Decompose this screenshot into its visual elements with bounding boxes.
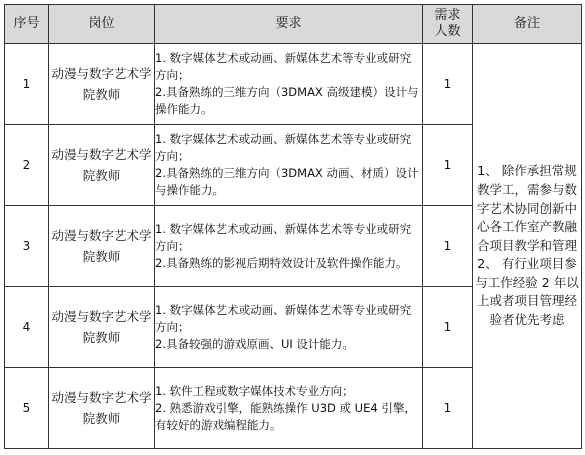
row-index: 2	[5, 125, 49, 206]
header-notes: 备注	[473, 5, 582, 44]
row-position: 动漫与数字艺术学院教师	[49, 206, 155, 287]
row-index: 3	[5, 206, 49, 287]
requirement-line: 2.具备熟练的三维方向（3DMAX 高级建模）设计与操作能力。	[155, 85, 419, 116]
row-requirements	[155, 287, 423, 368]
note-item: 2、 有行业项目参与工作经验 2 年以上或者项目管理经验者优先考虑	[475, 256, 579, 328]
row-position: 动漫与数字艺术学院教师	[49, 44, 155, 125]
row-position: 动漫与数字艺术学院教师	[49, 287, 155, 368]
table-row	[5, 44, 582, 125]
row-headcount: 1	[423, 44, 473, 125]
requirement-line: 1. 数字媒体艺术或动画、新媒体艺术等专业或研究方向；	[155, 51, 412, 82]
requirement-line: 2.具备熟练的三维方向（3DMAX 动画、材质）设计与操作能力。	[155, 166, 419, 197]
header-index: 序号	[5, 5, 49, 44]
requirement-line: 1. 数字媒体艺术或动画、新媒体艺术等专业或研究方向；	[155, 132, 412, 163]
recruitment-table	[4, 4, 582, 449]
row-headcount: 1	[423, 206, 473, 287]
requirement-line: 2.具备较强的游戏原画、UI 设计能力。	[155, 336, 354, 351]
header-position: 岗位	[49, 5, 155, 44]
row-headcount: 1	[423, 125, 473, 206]
row-requirements	[155, 125, 423, 206]
row-position: 动漫与数字艺术学院教师	[49, 125, 155, 206]
row-requirements	[155, 206, 423, 287]
note-item: 1、 除作承担常规教学工，需参与数字艺术协同创新中心各工作室产教融合项目教学和管理	[476, 163, 577, 253]
row-headcount: 1	[423, 368, 473, 449]
row-index: 5	[5, 368, 49, 449]
row-index: 1	[5, 44, 49, 125]
row-headcount: 1	[423, 287, 473, 368]
row-requirements	[155, 368, 423, 449]
row-position: 动漫与数字艺术学院教师	[49, 368, 155, 449]
requirement-line: 1. 数字媒体艺术或动画、新媒体艺术等专业或研究方向；	[155, 302, 412, 334]
header-requirements: 要求	[155, 5, 423, 44]
requirement-line: 1. 数字媒体艺术或动画、新媒体艺术等专业或研究方向；	[155, 221, 412, 253]
requirement-line: 2. 熟悉游戏引擎，能熟练操作 U3D 或 UE4 引擎，有较好的游戏编程能力。	[155, 400, 416, 432]
requirement-line: 2.具备熟练的影视后期特效设计及软件操作能力。	[155, 255, 408, 270]
requirement-line: 1. 软件工程或数字媒体技术专业方向；	[155, 383, 354, 398]
header-headcount: 需求人数	[423, 5, 473, 44]
notes-cell	[473, 44, 582, 449]
header-row	[5, 5, 582, 44]
row-index: 4	[5, 287, 49, 368]
row-requirements	[155, 44, 423, 125]
